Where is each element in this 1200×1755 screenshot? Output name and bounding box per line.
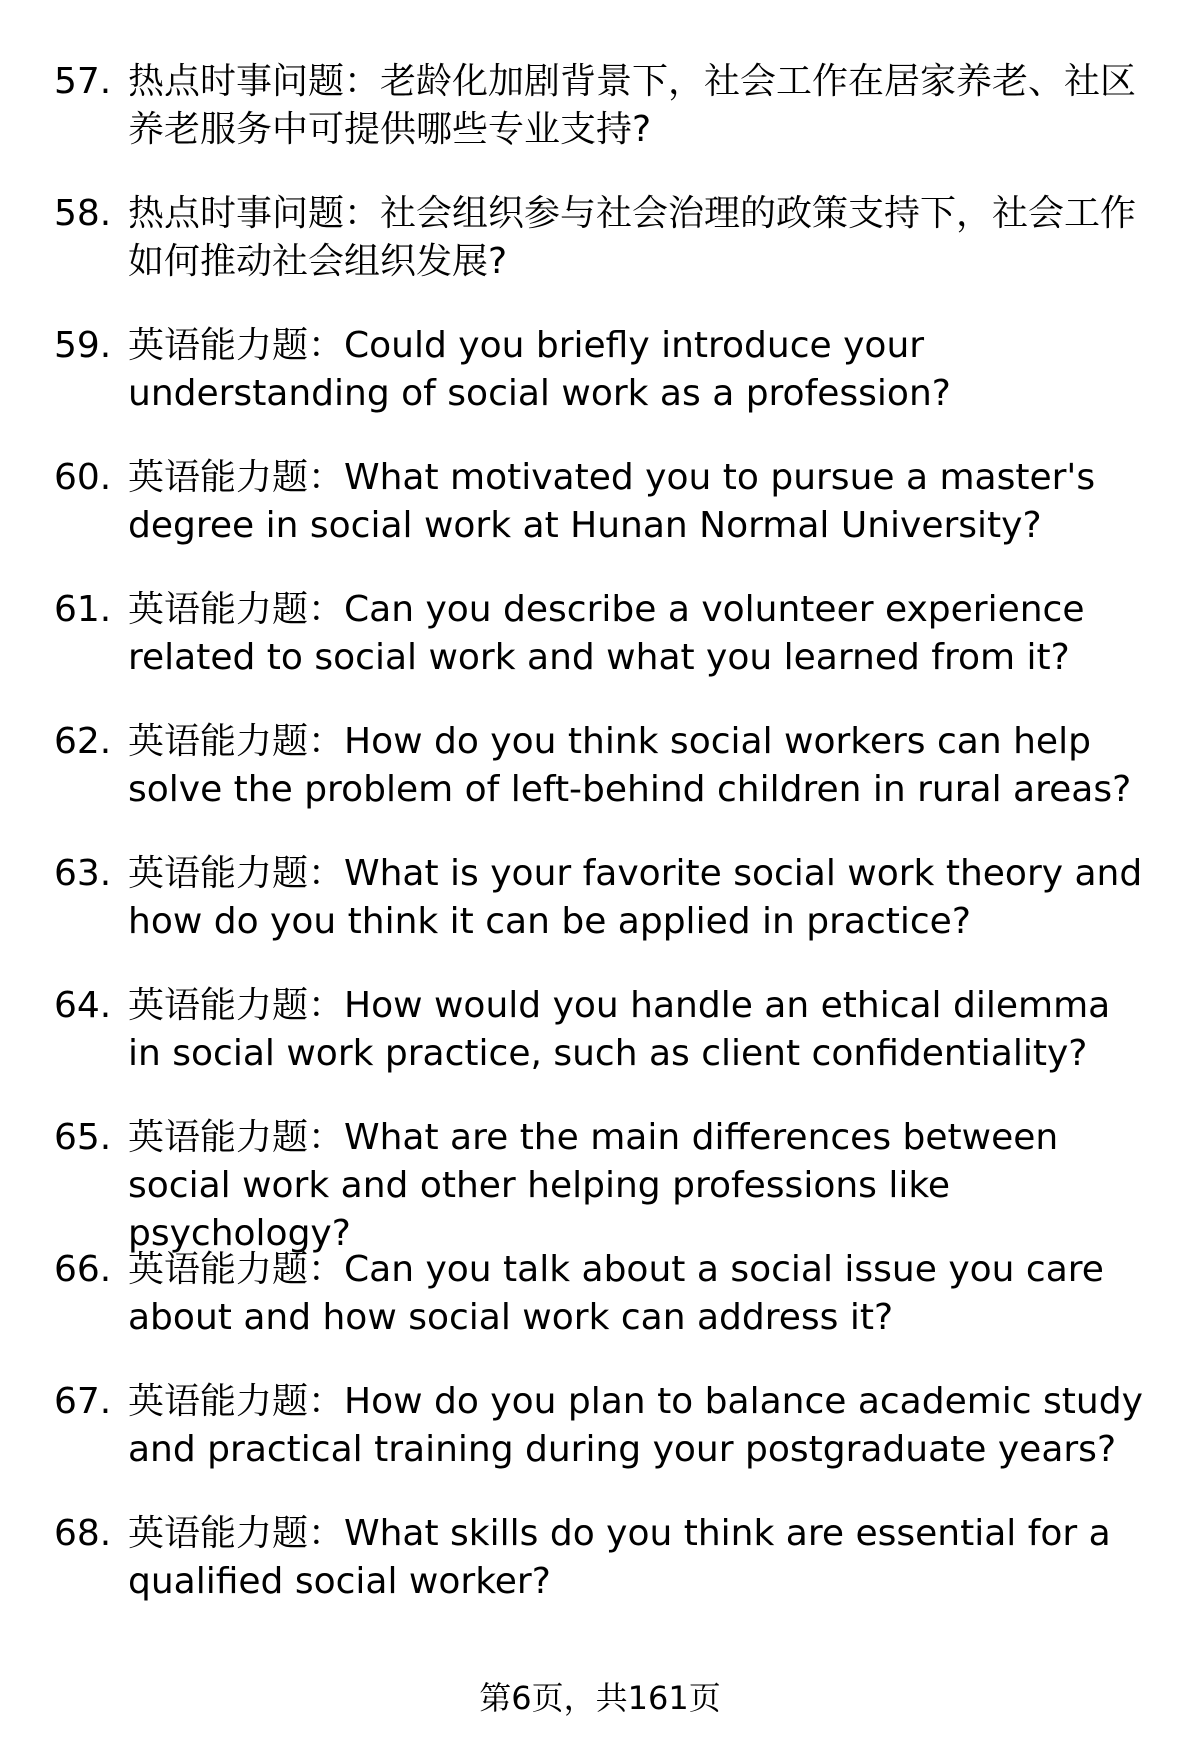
question-number: 58. [54, 193, 112, 234]
question-text: 英语能力题：How do you plan to balance academic study and practical training during your postgraduate years? [128, 1381, 1143, 1470]
question-text: 热点时事问题：老龄化加剧背景下，社会工作在居家养老、社区养老服务中可提供哪些专业支持? [128, 61, 1137, 150]
question-item-66 [0, 1246, 1200, 1378]
question-item-61 [0, 586, 1200, 718]
question-text: 英语能力题：Could you briefly introduce your understanding of social work as a profession? [128, 325, 951, 414]
question-text: 热点时事问题：社会组织参与社会治理的政策支持下，社会工作如何推动社会组织发展? [128, 193, 1137, 282]
question-number: 57. [54, 61, 112, 102]
question-text: 英语能力题：What skills do you think are essential for a qualified social worker? [128, 1513, 1111, 1602]
question-number: 64. [54, 985, 112, 1026]
question-item-62 [0, 718, 1200, 850]
question-text: 英语能力题：What are the main differences between social work and other helping professions like psychology? [128, 1117, 1059, 1254]
question-text: 英语能力题：What motivated you to pursue a master's degree in social work at Hunan Normal University? [128, 457, 1096, 546]
question-number: 62. [54, 721, 112, 762]
question-number: 60. [54, 457, 112, 498]
question-list [0, 58, 1200, 1642]
page-number-footer: 第6页，共161页 [479, 1679, 721, 1717]
question-item-65 [0, 1114, 1200, 1254]
question-text: 英语能力题：Can you describe a volunteer experience related to social work and what you learned from it? [128, 589, 1085, 678]
question-item-60 [0, 454, 1200, 586]
question-text: 英语能力题：Can you talk about a social issue you care about and how social work can address it? [128, 1249, 1104, 1338]
question-number: 65. [54, 1117, 112, 1158]
question-item-64 [0, 982, 1200, 1114]
question-item-59 [0, 322, 1200, 454]
question-item-58 [0, 190, 1200, 322]
question-number: 67. [54, 1381, 112, 1422]
question-number: 68. [54, 1513, 112, 1554]
question-text: 英语能力题：What is your favorite social work theory and how do you think it can be applied in practice? [128, 853, 1143, 942]
question-text: 英语能力题：How would you handle an ethical dilemma in social work practice, such as client confidentiality? [128, 985, 1111, 1074]
question-item-57 [0, 58, 1200, 190]
question-text: 英语能力题：How do you think social workers can help solve the problem of left-behind children in rural areas? [128, 721, 1132, 810]
question-number: 59. [54, 325, 112, 366]
question-number: 61. [54, 589, 112, 630]
question-item-63 [0, 850, 1200, 982]
question-number: 66. [54, 1249, 112, 1290]
question-item-68 [0, 1510, 1200, 1642]
question-item-67 [0, 1378, 1200, 1510]
question-number: 63. [54, 853, 112, 894]
